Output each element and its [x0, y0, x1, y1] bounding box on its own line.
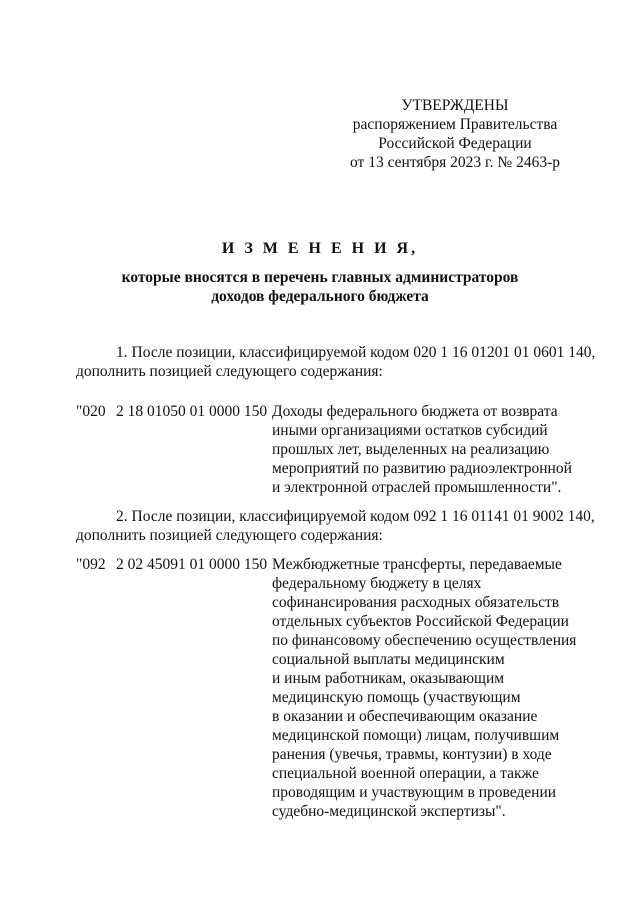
- classifier-code: 2 18 01050 01 0000 150: [116, 403, 268, 420]
- item-paragraph-2: [76, 507, 595, 545]
- description-line: и электронной отраслей промышленности".: [272, 479, 562, 496]
- document-subtitle: [0, 268, 640, 306]
- paragraph-line: 1. После позиции, классифицируемой кодом 020 1 16 01201 01 0601 140,: [116, 344, 596, 361]
- subtitle-line: которые вносятся в перечень главных администраторов: [121, 269, 519, 286]
- description-line: специальной военной операции, а также: [272, 765, 539, 782]
- paragraph-line: дополнить позицией следующего содержания:: [76, 363, 383, 380]
- approval-line: распоряжением Правительства: [352, 116, 558, 133]
- description-line: ранения (увечья, травмы, контузии) в ходе: [272, 746, 552, 763]
- description-line: отдельных субъектов Российской Федерации: [272, 613, 569, 630]
- item-paragraph-1: [76, 343, 596, 381]
- admin-code: "092: [76, 556, 106, 573]
- description-line: социальной выплаты медицинским: [272, 651, 505, 668]
- document-title: И З М Е Н Е Н И Я,: [221, 240, 419, 257]
- description-line: в оказании и обеспечивающим оказание: [272, 708, 538, 725]
- description-line: Межбюджетные трансферты, передаваемые: [272, 556, 562, 573]
- description-line: судебно-медицинской экспертизы".: [272, 803, 506, 820]
- description-line: и иным работникам, оказывающим: [272, 670, 505, 687]
- approval-heading: УТВЕРЖДЕНЫ: [401, 97, 509, 114]
- description-line: по финансовому обеспечению осуществления: [272, 632, 577, 649]
- description-line: медицинскую помощь (участвующим: [272, 689, 521, 706]
- approval-line: от 13 сентября 2023 г. № 2463-р: [350, 154, 560, 171]
- entry-description: [272, 402, 572, 497]
- description-line: проводящим и участвующим в проведении: [272, 784, 557, 801]
- description-line: Доходы федерального бюджета от возврата: [272, 403, 558, 420]
- entry-description: [272, 555, 577, 821]
- approval-block: [345, 96, 565, 172]
- paragraph-line: дополнить позицией следующего содержания:: [76, 527, 383, 544]
- approval-line: Российской Федерации: [378, 135, 532, 152]
- description-line: мероприятий по развитию радиоэлектронной: [272, 460, 572, 477]
- description-line: иными организациями остатков субсидий: [272, 422, 548, 439]
- subtitle-line: доходов федерального бюджета: [211, 288, 429, 305]
- description-line: софинансирования расходных обязательств: [272, 594, 560, 611]
- classifier-code: 2 02 45091 01 0000 150: [116, 556, 268, 573]
- paragraph-line: 2. После позиции, классифицируемой кодом 092 1 16 01141 01 9002 140,: [116, 508, 595, 525]
- description-line: прошлых лет, выделенных на реализацию: [272, 441, 550, 458]
- description-line: федеральному бюджету в целях: [272, 575, 482, 592]
- admin-code: "020: [76, 403, 106, 420]
- description-line: медицинской помощи) лицам, получившим: [272, 727, 560, 744]
